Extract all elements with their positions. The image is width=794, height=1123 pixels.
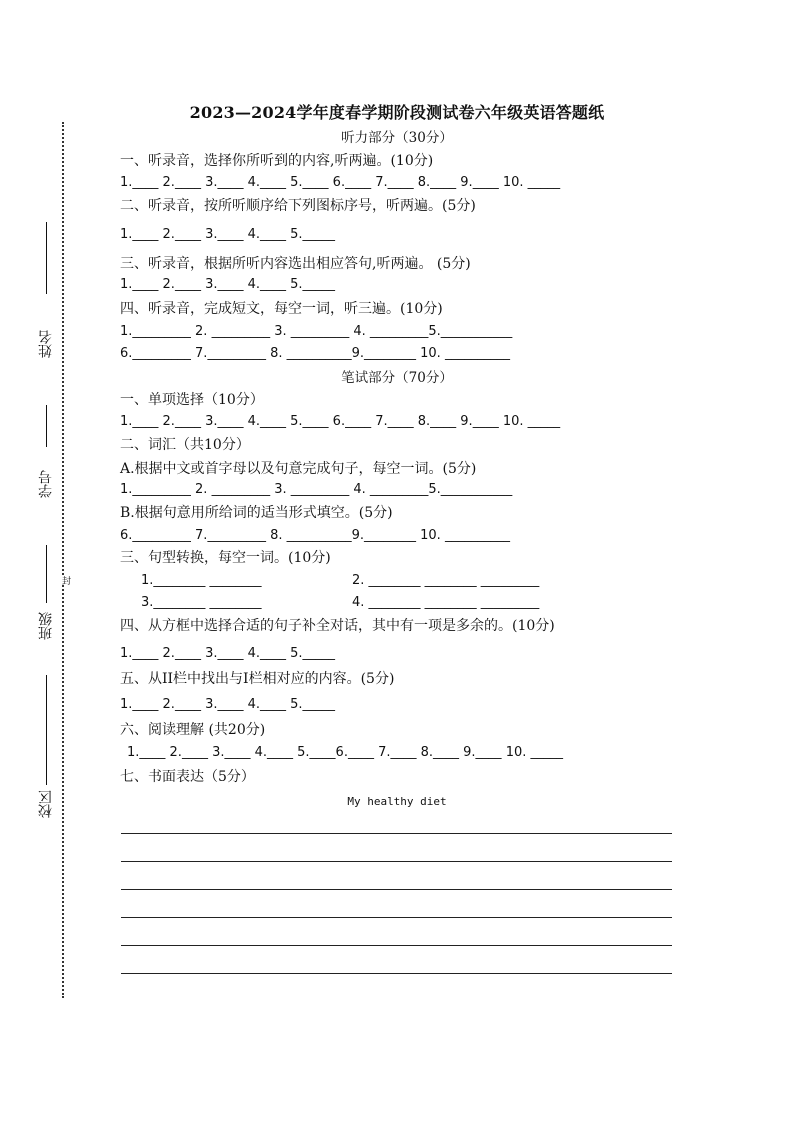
writing-2b-answers[interactable]: 6._________ 7._________ 8. __________9.________ 10. __________ bbox=[120, 528, 510, 543]
listening-section-1: 一、听录音，选择你所听到的内容,听两遍。(10分) bbox=[120, 153, 434, 169]
name-line bbox=[46, 222, 47, 294]
page-title: 2023—2024学年度春学期阶段测试卷六年级英语答题纸 bbox=[189, 103, 605, 122]
listening-1-answers[interactable]: 1.____ 2.____ 3.____ 4.____ 5.____ 6.____ 7.____ 8.____ 9.____ 10. _____ bbox=[120, 175, 561, 190]
writing-3-answers-4[interactable]: 4. ________ ________ _________ bbox=[352, 595, 540, 610]
student-id-line bbox=[46, 405, 47, 447]
writing-section-5: 五、从II栏中找出与I栏相对应的内容。(5分) bbox=[120, 671, 395, 687]
writing-3-answers-3[interactable]: 3.________ ________ bbox=[141, 595, 262, 610]
school-label: 校区 bbox=[38, 790, 54, 818]
writing-6-answers[interactable]: 1.____ 2.____ 3.____ 4.____ 5.____6.____ 7.____ 8.____ 9.____ 10. _____ bbox=[127, 745, 563, 760]
writing-3-answers-2[interactable]: 2. ________ ________ _________ bbox=[352, 573, 540, 588]
class-label: 班级 bbox=[38, 612, 54, 640]
writing-section-1: 一、单项选择（10分） bbox=[120, 392, 264, 408]
writing-5-answers[interactable]: 1.____ 2.____ 3.____ 4.____ 5._____ bbox=[120, 697, 336, 712]
writing-section-3: 三、句型转换，每空一词。(10分) bbox=[120, 550, 331, 566]
listening-2-answers[interactable]: 1.____ 2.____ 3.____ 4.____ 5._____ bbox=[120, 227, 336, 242]
writing-section-2: 二、词汇（共10分） bbox=[120, 437, 250, 453]
listening-4-answers-row2[interactable]: 6._________ 7._________ 8. __________9.________ 10. __________ bbox=[120, 346, 510, 361]
essay-line[interactable] bbox=[121, 833, 672, 834]
essay-line[interactable] bbox=[121, 973, 672, 974]
listening-section-3: 三、听录音，根据所听内容选出相应答句,听两遍。 (5分) bbox=[120, 256, 471, 272]
essay-title: My healthy diet bbox=[347, 795, 447, 808]
seal-mark: 封 bbox=[60, 576, 70, 585]
listening-section-4: 四、听录音，完成短文，每空一词，听三遍。(10分) bbox=[120, 301, 443, 317]
writing-section-2a: A.根据中文或首字母以及句意完成句子，每空一词。(5分) bbox=[120, 461, 477, 477]
writing-section-2b: B.根据句意用所给词的适当形式填空。(5分) bbox=[120, 505, 393, 521]
writing-header: 笔试部分（70分） bbox=[341, 370, 453, 386]
listening-section-2: 二、听录音，按所听顺序给下列图标序号，听两遍。(5分) bbox=[120, 198, 476, 214]
writing-2a-answers[interactable]: 1._________ 2. _________ 3. _________ 4. _________5.___________ bbox=[120, 482, 513, 497]
listening-4-answers-row1[interactable]: 1._________ 2. _________ 3. _________ 4. _________5.___________ bbox=[120, 324, 513, 339]
writing-1-answers[interactable]: 1.____ 2.____ 3.____ 4.____ 5.____ 6.____ 7.____ 8.____ 9.____ 10. _____ bbox=[120, 414, 561, 429]
essay-line[interactable] bbox=[121, 861, 672, 862]
writing-section-4: 四、从方框中选择合适的句子补全对话，其中有一项是多余的。(10分) bbox=[120, 618, 555, 634]
name-label: 姓名 bbox=[38, 330, 54, 358]
writing-section-7: 七、书面表达（5分） bbox=[120, 769, 255, 785]
essay-line[interactable] bbox=[121, 917, 672, 918]
essay-line[interactable] bbox=[121, 889, 672, 890]
writing-section-6: 六、阅读理解 (共20分) bbox=[120, 722, 266, 738]
essay-line[interactable] bbox=[121, 945, 672, 946]
writing-4-answers[interactable]: 1.____ 2.____ 3.____ 4.____ 5._____ bbox=[120, 646, 336, 661]
class-line bbox=[46, 545, 47, 603]
binding-dotted-line bbox=[62, 122, 64, 998]
writing-3-answers-1[interactable]: 1.________ ________ bbox=[141, 573, 262, 588]
student-id-label: 学号 bbox=[38, 470, 54, 498]
school-line bbox=[46, 675, 47, 785]
listening-header: 听力部分（30分） bbox=[341, 130, 453, 146]
listening-3-answers[interactable]: 1.____ 2.____ 3.____ 4.____ 5._____ bbox=[120, 277, 336, 292]
